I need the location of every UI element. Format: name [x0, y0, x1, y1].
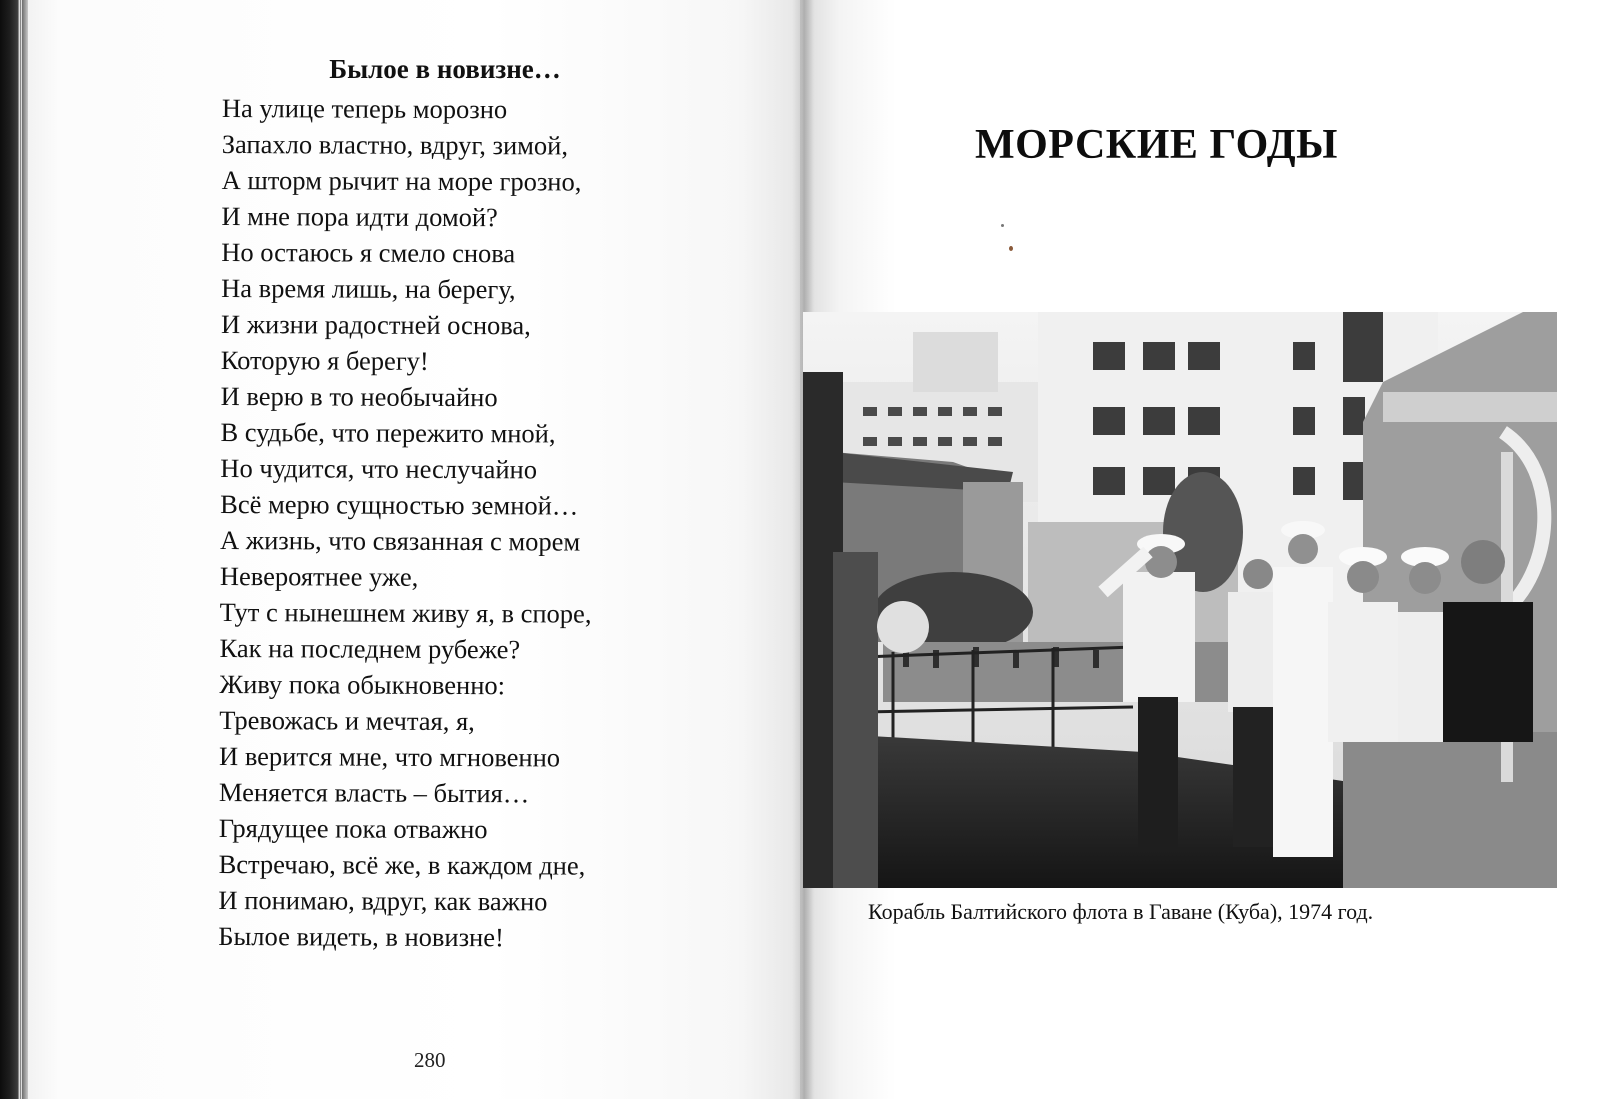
poem-title: Былое в новизне…: [329, 54, 561, 84]
poem-line: Живу пока обыкновенно:: [219, 668, 506, 701]
print-speck: [1001, 224, 1004, 227]
poem-line: Тут с нынешнем живу я, в споре,: [219, 596, 592, 629]
poem-line: Меняется власть – бытия…: [218, 776, 530, 809]
poem-line: А жизнь, что связанная с морем: [219, 524, 581, 557]
poem-line: И верю в то необычайно: [220, 380, 498, 413]
poem-line: Но чудится, что неслучайно: [220, 452, 538, 485]
poem-line: Запахло властно, вдруг, зимой,: [221, 128, 569, 161]
poem-line: Встречаю, всё же, в каждом дне,: [218, 848, 586, 881]
poem-line: Былое видеть, в новизне!: [218, 920, 504, 953]
section-title: МОРСКИЕ ГОДЫ: [975, 122, 1338, 168]
poem-line: Но остаюсь я смело снова: [221, 236, 516, 269]
poem-line: И верится мне, что мгновенно: [219, 740, 561, 773]
book-edge: [0, 0, 28, 1099]
poem-line: На улице теперь морозно: [221, 92, 508, 125]
poem-line: И мне пора идти домой?: [221, 200, 498, 233]
poem-line: На время лишь, на берегу,: [221, 272, 516, 305]
poem-text: [218, 90, 782, 956]
poem-line: Как на последнем рубеже?: [219, 632, 521, 665]
poem-line: А шторм рычит на море грозно,: [221, 164, 582, 197]
poem-line: Которую я берегу!: [220, 344, 429, 376]
poem-line: Всё мерю сущностью земной…: [220, 488, 579, 521]
poem-line: И жизни радостней основа,: [220, 308, 531, 341]
photo-caption: Корабль Балтийского флота в Гаване (Куба), 1974 год.: [868, 899, 1374, 924]
page-number: 280: [414, 1048, 446, 1072]
poem-line: Грядущее пока отважно: [218, 812, 488, 845]
poem-line: В судьбе, что пережито мной,: [220, 416, 556, 449]
naval-officers-saluting-photo: [803, 312, 1557, 888]
poem-line: Тревожась и мечтая, я,: [219, 704, 475, 737]
print-speck: [1009, 246, 1013, 251]
poem-line: И понимаю, вдруг, как важно: [218, 884, 548, 917]
poem-line: Невероятнее уже,: [219, 560, 419, 592]
